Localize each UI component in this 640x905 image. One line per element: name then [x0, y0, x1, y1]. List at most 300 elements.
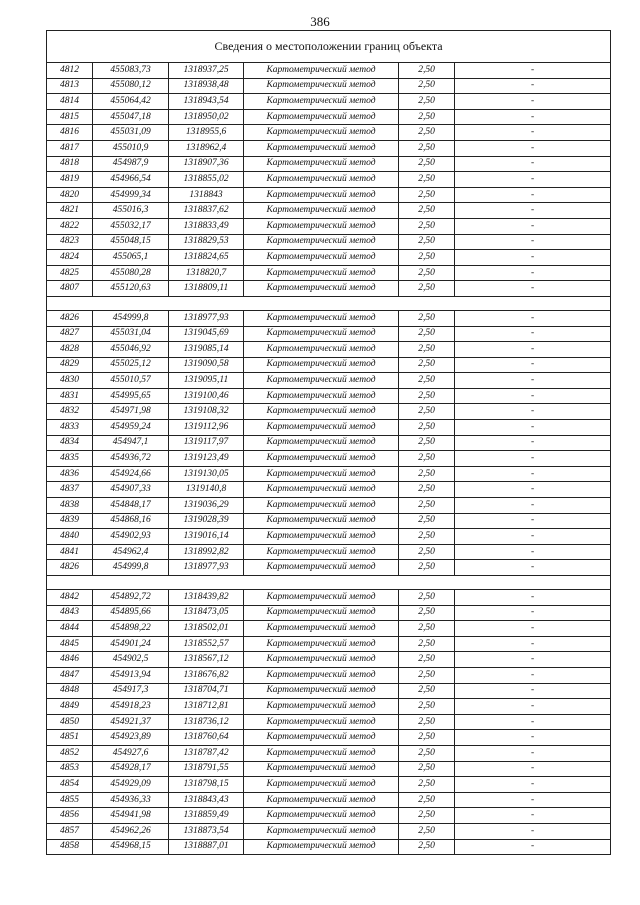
point-number-cell: 4813 — [47, 78, 93, 94]
method-cell: Картометрический метод — [244, 590, 399, 606]
table-row — [47, 529, 611, 545]
x-coordinate-cell: 454971,98 — [93, 404, 169, 420]
accuracy-cell: 2,50 — [399, 621, 455, 637]
point-number-cell: 4854 — [47, 777, 93, 793]
description-cell: - — [455, 310, 611, 326]
x-coordinate-cell: 455031,04 — [93, 326, 169, 342]
point-number-cell: 4824 — [47, 250, 93, 266]
point-number-cell: 4850 — [47, 714, 93, 730]
point-number-cell: 4840 — [47, 529, 93, 545]
method-cell: Картометрический метод — [244, 621, 399, 637]
point-number-cell: 4826 — [47, 310, 93, 326]
description-cell: - — [455, 730, 611, 746]
x-coordinate-cell: 454895,66 — [93, 605, 169, 621]
accuracy-cell: 2,50 — [399, 451, 455, 467]
point-number-cell: 4835 — [47, 451, 93, 467]
point-number-cell: 4821 — [47, 203, 93, 219]
x-coordinate-cell: 454921,37 — [93, 714, 169, 730]
point-number-cell: 4825 — [47, 265, 93, 281]
x-coordinate-cell: 455032,17 — [93, 218, 169, 234]
accuracy-cell: 2,50 — [399, 435, 455, 451]
table-row — [47, 808, 611, 824]
description-cell: - — [455, 482, 611, 498]
description-cell: - — [455, 636, 611, 652]
method-cell: Картометрический метод — [244, 605, 399, 621]
accuracy-cell: 2,50 — [399, 342, 455, 358]
description-cell: - — [455, 683, 611, 699]
accuracy-cell: 2,50 — [399, 792, 455, 808]
description-cell: - — [455, 63, 611, 79]
table-row — [47, 777, 611, 793]
x-coordinate-cell: 454868,16 — [93, 513, 169, 529]
x-coordinate-cell: 455016,3 — [93, 203, 169, 219]
accuracy-cell: 2,50 — [399, 839, 455, 855]
accuracy-cell: 2,50 — [399, 529, 455, 545]
y-coordinate-cell: 1318992,82 — [169, 544, 244, 560]
x-coordinate-cell: 455046,92 — [93, 342, 169, 358]
x-coordinate-cell: 454927,6 — [93, 745, 169, 761]
accuracy-cell: 2,50 — [399, 140, 455, 156]
accuracy-cell: 2,50 — [399, 172, 455, 188]
accuracy-cell: 2,50 — [399, 699, 455, 715]
table-row — [47, 420, 611, 436]
point-number-cell: 4831 — [47, 388, 93, 404]
description-cell: - — [455, 777, 611, 793]
point-number-cell: 4851 — [47, 730, 93, 746]
description-cell: - — [455, 109, 611, 125]
x-coordinate-cell: 454892,72 — [93, 590, 169, 606]
point-number-cell: 4853 — [47, 761, 93, 777]
y-coordinate-cell: 1318439,82 — [169, 590, 244, 606]
accuracy-cell: 2,50 — [399, 125, 455, 141]
x-coordinate-cell: 455047,18 — [93, 109, 169, 125]
accuracy-cell: 2,50 — [399, 94, 455, 110]
y-coordinate-cell: 1318955,6 — [169, 125, 244, 141]
point-number-cell: 4845 — [47, 636, 93, 652]
description-cell: - — [455, 745, 611, 761]
y-coordinate-cell: 1318829,53 — [169, 234, 244, 250]
table-row — [47, 234, 611, 250]
table-row — [47, 172, 611, 188]
y-coordinate-cell: 1318943,54 — [169, 94, 244, 110]
accuracy-cell: 2,50 — [399, 404, 455, 420]
accuracy-cell: 2,50 — [399, 310, 455, 326]
y-coordinate-cell: 1318859,49 — [169, 808, 244, 824]
point-number-cell: 4833 — [47, 420, 93, 436]
table-title-row — [47, 31, 611, 63]
description-cell: - — [455, 94, 611, 110]
y-coordinate-cell: 1318809,11 — [169, 281, 244, 297]
method-cell: Картометрический метод — [244, 839, 399, 855]
table-row — [47, 94, 611, 110]
table-row — [47, 621, 611, 637]
y-coordinate-cell: 1319095,11 — [169, 373, 244, 389]
point-number-cell: 4838 — [47, 498, 93, 514]
method-cell: Картометрический метод — [244, 63, 399, 79]
point-number-cell: 4812 — [47, 63, 93, 79]
method-cell: Картометрический метод — [244, 451, 399, 467]
method-cell: Картометрический метод — [244, 560, 399, 576]
x-coordinate-cell: 455120,63 — [93, 281, 169, 297]
accuracy-cell: 2,50 — [399, 156, 455, 172]
x-coordinate-cell: 454913,94 — [93, 667, 169, 683]
method-cell: Картометрический метод — [244, 667, 399, 683]
description-cell: - — [455, 78, 611, 94]
table-row — [47, 125, 611, 141]
table-row — [47, 823, 611, 839]
x-coordinate-cell: 454995,65 — [93, 388, 169, 404]
separator-cell — [47, 576, 611, 590]
description-cell: - — [455, 560, 611, 576]
method-cell: Картометрический метод — [244, 808, 399, 824]
description-cell: - — [455, 125, 611, 141]
point-number-cell: 4823 — [47, 234, 93, 250]
method-cell: Картометрический метод — [244, 730, 399, 746]
method-cell: Картометрический метод — [244, 342, 399, 358]
table-row — [47, 544, 611, 560]
x-coordinate-cell: 454936,33 — [93, 792, 169, 808]
point-number-cell: 4819 — [47, 172, 93, 188]
method-cell: Картометрический метод — [244, 172, 399, 188]
table-row — [47, 652, 611, 668]
table-row — [47, 560, 611, 576]
table-row — [47, 265, 611, 281]
x-coordinate-cell: 455010,9 — [93, 140, 169, 156]
method-cell: Картометрический метод — [244, 357, 399, 373]
accuracy-cell: 2,50 — [399, 78, 455, 94]
method-cell: Картометрический метод — [244, 761, 399, 777]
boundary-table — [46, 30, 611, 855]
accuracy-cell: 2,50 — [399, 109, 455, 125]
method-cell: Картометрический метод — [244, 140, 399, 156]
y-coordinate-cell: 1318938,48 — [169, 78, 244, 94]
y-coordinate-cell: 1318843,43 — [169, 792, 244, 808]
description-cell: - — [455, 513, 611, 529]
x-coordinate-cell: 454918,23 — [93, 699, 169, 715]
point-number-cell: 4816 — [47, 125, 93, 141]
method-cell: Картометрический метод — [244, 777, 399, 793]
y-coordinate-cell: 1318937,25 — [169, 63, 244, 79]
description-cell: - — [455, 404, 611, 420]
method-cell: Картометрический метод — [244, 94, 399, 110]
y-coordinate-cell: 1318502,01 — [169, 621, 244, 637]
method-cell: Картометрический метод — [244, 218, 399, 234]
table-row — [47, 310, 611, 326]
table-row — [47, 482, 611, 498]
method-cell: Картометрический метод — [244, 281, 399, 297]
accuracy-cell: 2,50 — [399, 234, 455, 250]
method-cell: Картометрический метод — [244, 652, 399, 668]
table-row — [47, 218, 611, 234]
table-row — [47, 404, 611, 420]
y-coordinate-cell: 1318977,93 — [169, 560, 244, 576]
point-number-cell: 4832 — [47, 404, 93, 420]
table-row — [47, 140, 611, 156]
y-coordinate-cell: 1318843 — [169, 187, 244, 203]
method-cell: Картометрический метод — [244, 745, 399, 761]
x-coordinate-cell: 454898,22 — [93, 621, 169, 637]
x-coordinate-cell: 454999,34 — [93, 187, 169, 203]
description-cell: - — [455, 792, 611, 808]
point-number-cell: 4820 — [47, 187, 93, 203]
y-coordinate-cell: 1319085,14 — [169, 342, 244, 358]
point-number-cell: 4855 — [47, 792, 93, 808]
accuracy-cell: 2,50 — [399, 808, 455, 824]
x-coordinate-cell: 454924,66 — [93, 466, 169, 482]
x-coordinate-cell: 455080,28 — [93, 265, 169, 281]
point-number-cell: 4814 — [47, 94, 93, 110]
x-coordinate-cell: 454999,8 — [93, 560, 169, 576]
point-number-cell: 4826 — [47, 560, 93, 576]
accuracy-cell: 2,50 — [399, 590, 455, 606]
y-coordinate-cell: 1318887,01 — [169, 839, 244, 855]
method-cell: Картометрический метод — [244, 326, 399, 342]
table-row — [47, 466, 611, 482]
y-coordinate-cell: 1319123,49 — [169, 451, 244, 467]
accuracy-cell: 2,50 — [399, 265, 455, 281]
x-coordinate-cell: 454959,24 — [93, 420, 169, 436]
y-coordinate-cell: 1319090,58 — [169, 357, 244, 373]
table-row — [47, 357, 611, 373]
description-cell: - — [455, 281, 611, 297]
point-number-cell: 4836 — [47, 466, 93, 482]
section-separator — [47, 576, 611, 590]
x-coordinate-cell: 454966,54 — [93, 172, 169, 188]
table-title: Сведения о местоположении границ объекта — [47, 31, 611, 63]
page-number: 386 — [310, 14, 330, 29]
description-cell: - — [455, 140, 611, 156]
x-coordinate-cell: 454987,9 — [93, 156, 169, 172]
method-cell: Картометрический метод — [244, 109, 399, 125]
description-cell: - — [455, 667, 611, 683]
method-cell: Картометрический метод — [244, 203, 399, 219]
description-cell: - — [455, 529, 611, 545]
point-number-cell: 4849 — [47, 699, 93, 715]
table-row — [47, 761, 611, 777]
point-number-cell: 4848 — [47, 683, 93, 699]
method-cell: Картометрический метод — [244, 420, 399, 436]
method-cell: Картометрический метод — [244, 435, 399, 451]
x-coordinate-cell: 455065,1 — [93, 250, 169, 266]
y-coordinate-cell: 1319100,46 — [169, 388, 244, 404]
table-row — [47, 590, 611, 606]
table-row — [47, 605, 611, 621]
description-cell: - — [455, 234, 611, 250]
y-coordinate-cell: 1318820,7 — [169, 265, 244, 281]
accuracy-cell: 2,50 — [399, 730, 455, 746]
table-row — [47, 109, 611, 125]
table-row — [47, 792, 611, 808]
accuracy-cell: 2,50 — [399, 652, 455, 668]
table-row — [47, 636, 611, 652]
x-coordinate-cell: 455010,57 — [93, 373, 169, 389]
table-row — [47, 326, 611, 342]
y-coordinate-cell: 1319028,39 — [169, 513, 244, 529]
description-cell: - — [455, 420, 611, 436]
table-row — [47, 156, 611, 172]
table-row — [47, 451, 611, 467]
table-row — [47, 683, 611, 699]
y-coordinate-cell: 1318824,65 — [169, 250, 244, 266]
point-number-cell: 4830 — [47, 373, 93, 389]
table-row — [47, 342, 611, 358]
y-coordinate-cell: 1318855,02 — [169, 172, 244, 188]
table-row — [47, 250, 611, 266]
point-number-cell: 4839 — [47, 513, 93, 529]
point-number-cell: 4834 — [47, 435, 93, 451]
table-row — [47, 203, 611, 219]
description-cell: - — [455, 218, 611, 234]
y-coordinate-cell: 1319140,8 — [169, 482, 244, 498]
accuracy-cell: 2,50 — [399, 605, 455, 621]
point-number-cell: 4828 — [47, 342, 93, 358]
description-cell: - — [455, 466, 611, 482]
description-cell: - — [455, 839, 611, 855]
description-cell: - — [455, 621, 611, 637]
x-coordinate-cell: 454901,24 — [93, 636, 169, 652]
y-coordinate-cell: 1318760,64 — [169, 730, 244, 746]
table-row — [47, 714, 611, 730]
point-number-cell: 4843 — [47, 605, 93, 621]
y-coordinate-cell: 1319117,97 — [169, 435, 244, 451]
y-coordinate-cell: 1318791,55 — [169, 761, 244, 777]
table-row — [47, 373, 611, 389]
method-cell: Картометрический метод — [244, 265, 399, 281]
method-cell: Картометрический метод — [244, 373, 399, 389]
method-cell: Картометрический метод — [244, 699, 399, 715]
method-cell: Картометрический метод — [244, 388, 399, 404]
point-number-cell: 4857 — [47, 823, 93, 839]
table-row — [47, 388, 611, 404]
accuracy-cell: 2,50 — [399, 482, 455, 498]
accuracy-cell: 2,50 — [399, 326, 455, 342]
accuracy-cell: 2,50 — [399, 667, 455, 683]
point-number-cell: 4844 — [47, 621, 93, 637]
description-cell: - — [455, 590, 611, 606]
description-cell: - — [455, 250, 611, 266]
y-coordinate-cell: 1318962,4 — [169, 140, 244, 156]
point-number-cell: 4852 — [47, 745, 93, 761]
point-number-cell: 4807 — [47, 281, 93, 297]
y-coordinate-cell: 1318567,12 — [169, 652, 244, 668]
method-cell: Картометрический метод — [244, 404, 399, 420]
description-cell: - — [455, 699, 611, 715]
x-coordinate-cell: 454848,17 — [93, 498, 169, 514]
x-coordinate-cell: 454917,3 — [93, 683, 169, 699]
table-row — [47, 498, 611, 514]
point-number-cell: 4842 — [47, 590, 93, 606]
method-cell: Картометрический метод — [244, 683, 399, 699]
y-coordinate-cell: 1318552,57 — [169, 636, 244, 652]
y-coordinate-cell: 1318736,12 — [169, 714, 244, 730]
accuracy-cell: 2,50 — [399, 281, 455, 297]
table-row — [47, 745, 611, 761]
accuracy-cell: 2,50 — [399, 761, 455, 777]
method-cell: Картометрический метод — [244, 529, 399, 545]
x-coordinate-cell: 455048,15 — [93, 234, 169, 250]
x-coordinate-cell: 454902,93 — [93, 529, 169, 545]
accuracy-cell: 2,50 — [399, 373, 455, 389]
accuracy-cell: 2,50 — [399, 745, 455, 761]
description-cell: - — [455, 451, 611, 467]
method-cell: Картометрический метод — [244, 482, 399, 498]
point-number-cell: 4822 — [47, 218, 93, 234]
accuracy-cell: 2,50 — [399, 388, 455, 404]
point-number-cell: 4817 — [47, 140, 93, 156]
description-cell: - — [455, 498, 611, 514]
y-coordinate-cell: 1319016,14 — [169, 529, 244, 545]
table-row — [47, 281, 611, 297]
x-coordinate-cell: 454999,8 — [93, 310, 169, 326]
x-coordinate-cell: 454923,89 — [93, 730, 169, 746]
accuracy-cell: 2,50 — [399, 513, 455, 529]
accuracy-cell: 2,50 — [399, 203, 455, 219]
table-row — [47, 63, 611, 79]
method-cell: Картометрический метод — [244, 792, 399, 808]
y-coordinate-cell: 1318704,71 — [169, 683, 244, 699]
description-cell: - — [455, 388, 611, 404]
y-coordinate-cell: 1318798,15 — [169, 777, 244, 793]
description-cell: - — [455, 156, 611, 172]
method-cell: Картометрический метод — [244, 125, 399, 141]
point-number-cell: 4815 — [47, 109, 93, 125]
method-cell: Картометрический метод — [244, 156, 399, 172]
point-number-cell: 4847 — [47, 667, 93, 683]
accuracy-cell: 2,50 — [399, 218, 455, 234]
accuracy-cell: 2,50 — [399, 823, 455, 839]
point-number-cell: 4856 — [47, 808, 93, 824]
y-coordinate-cell: 1318676,82 — [169, 667, 244, 683]
section-separator — [47, 296, 611, 310]
y-coordinate-cell: 1318977,93 — [169, 310, 244, 326]
method-cell: Картометрический метод — [244, 714, 399, 730]
accuracy-cell: 2,50 — [399, 250, 455, 266]
description-cell: - — [455, 373, 611, 389]
accuracy-cell: 2,50 — [399, 683, 455, 699]
description-cell: - — [455, 326, 611, 342]
y-coordinate-cell: 1318873,54 — [169, 823, 244, 839]
y-coordinate-cell: 1319045,69 — [169, 326, 244, 342]
method-cell: Картометрический метод — [244, 78, 399, 94]
point-number-cell: 4858 — [47, 839, 93, 855]
point-number-cell: 4841 — [47, 544, 93, 560]
separator-cell — [47, 296, 611, 310]
y-coordinate-cell: 1318787,42 — [169, 745, 244, 761]
description-cell: - — [455, 714, 611, 730]
method-cell: Картометрический метод — [244, 310, 399, 326]
accuracy-cell: 2,50 — [399, 466, 455, 482]
x-coordinate-cell: 455083,73 — [93, 63, 169, 79]
method-cell: Картометрический метод — [244, 498, 399, 514]
method-cell: Картометрический метод — [244, 823, 399, 839]
table-row — [47, 667, 611, 683]
description-cell: - — [455, 203, 611, 219]
description-cell: - — [455, 265, 611, 281]
description-cell: - — [455, 652, 611, 668]
accuracy-cell: 2,50 — [399, 187, 455, 203]
x-coordinate-cell: 455064,42 — [93, 94, 169, 110]
description-cell: - — [455, 187, 611, 203]
x-coordinate-cell: 454902,5 — [93, 652, 169, 668]
y-coordinate-cell: 1319112,96 — [169, 420, 244, 436]
description-cell: - — [455, 172, 611, 188]
method-cell: Картометрический метод — [244, 466, 399, 482]
y-coordinate-cell: 1319036,29 — [169, 498, 244, 514]
point-number-cell: 4829 — [47, 357, 93, 373]
accuracy-cell: 2,50 — [399, 498, 455, 514]
x-coordinate-cell: 454962,4 — [93, 544, 169, 560]
description-cell: - — [455, 823, 611, 839]
